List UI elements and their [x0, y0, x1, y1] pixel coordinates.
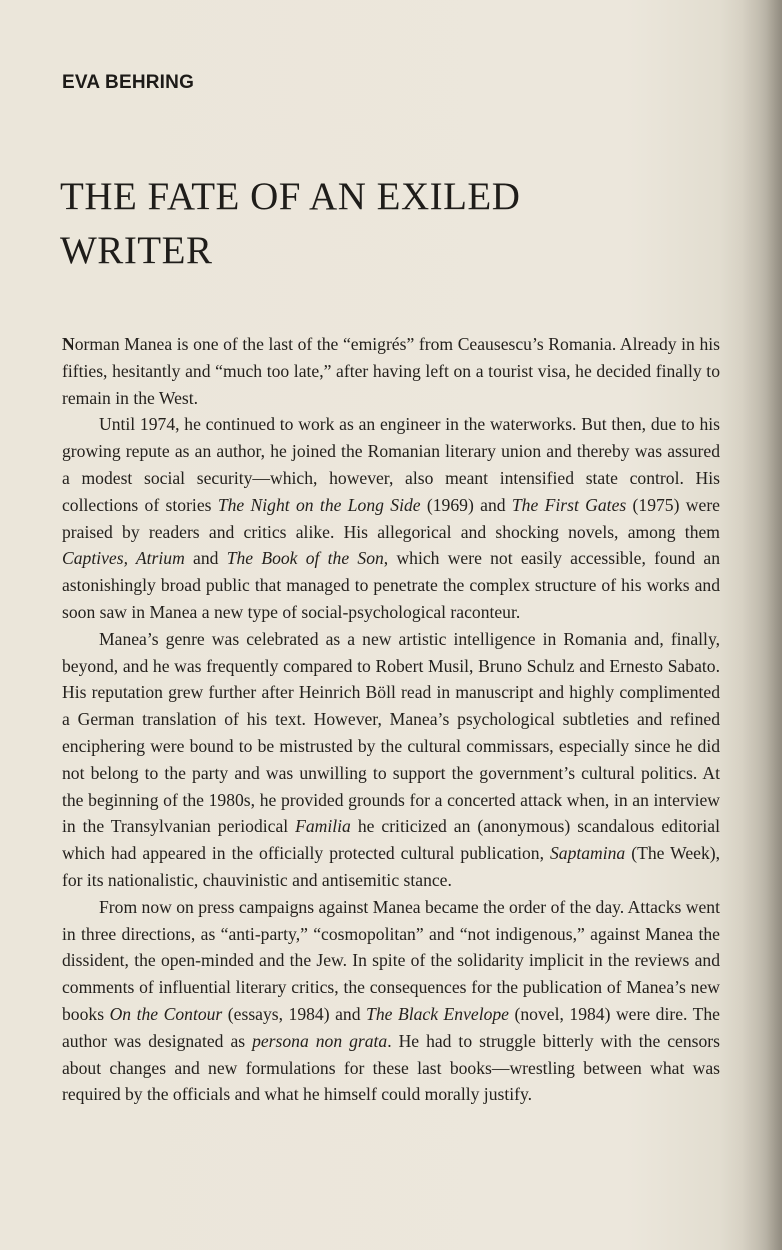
- book-title-italic: The Book of the Son: [226, 548, 384, 569]
- text-run: (1975) were praised by readers and critics alike. His allegorical and shocking novels, among them: [62, 494, 720, 542]
- book-title-italic: Familia: [295, 816, 351, 837]
- text-run: (1969) and: [420, 494, 512, 515]
- text-run: (essays, 1984) and: [222, 1003, 367, 1024]
- text-run: orman Manea is one of the last of the “emigrés” from Ceausescu’s Romania. Already in his fifties, hesitantly and “much too late,” after having left on a tourist visa, he decided finally to remain in the West.: [62, 334, 720, 408]
- paragraph: [62, 626, 720, 894]
- text-run: . He had to struggle bitterly with the censors about changes and new formulations for these last books—wrestling between what was required by the officials and what he himself could morally justify.: [62, 1030, 720, 1105]
- author-heading: EVA BEHRING: [62, 72, 195, 93]
- article-body: [62, 331, 720, 1108]
- text-run: , which were not easily accessible, found an astonishingly broad public that managed to penetrate the complex structure of his works and soon saw in Manea a new type of social-psychological raconteur.: [62, 548, 720, 622]
- book-title-italic: The Black Envelope: [366, 1003, 509, 1024]
- book-title-italic: Captives, Atrium: [62, 548, 185, 569]
- text-run: and: [184, 548, 227, 569]
- text-run: (novel, 1984) were dire. The author was designated as: [62, 1003, 720, 1051]
- book-title-italic: The First Gates: [511, 494, 627, 515]
- initial-letter: N: [62, 334, 75, 354]
- book-title-italic: The Night on the Long Side: [217, 494, 421, 515]
- page-gutter-shadow: [742, 0, 782, 1250]
- text-run: From now on press campaigns against Manea became the order of the day. Attacks went in three directions, as “anti-party,” “cosmopolitan” and “not indigenous,” against Manea the dissident, the open-minded and the Jew. In spite of the solidarity implicit in the reviews and comments of influential literary critics, the consequences for the publication of Manea’s new books: [62, 896, 720, 1024]
- paragraph: [62, 331, 720, 411]
- text-run: Until 1974, he continued to work as an engineer in the waterworks. But then, due to his growing repute as an author, he joined the Romanian literary union and thereby was assured a modest social security—which, however, also meant intensified state control. His collections of stories: [62, 414, 720, 515]
- chapter-title: THE FATE OF AN EXILED WRITER: [60, 175, 521, 272]
- book-title-italic: persona non grata: [252, 1030, 388, 1051]
- text-run: he criticized an (anonymous) scandalous editorial which had appeared in the officially protected cultural publication,: [62, 816, 720, 864]
- book-title-italic: Saptamina: [549, 843, 626, 864]
- text-run: Manea’s genre was celebrated as a new artistic intelligence in Romania and, finally, beyond, and he was frequently compared to Robert Musil, Bruno Schulz and Ernesto Sabato. His reputation grew further after Heinrich Böll read in manuscript and highly complimented a German translation of his text. However, Manea’s psychological subtleties and refined enciphering were bound to be mistrusted by the cultural commissars, especially since he did not belong to the party and was unwilling to support the government’s cultural politics. At the beginning of the 1980s, he provided grounds for a concerted attack when, in an interview in the Transylvanian periodical: [62, 628, 720, 837]
- text-run: (The Week), for its nationalistic, chauvinistic and antisemitic stance.: [62, 843, 720, 890]
- book-title-italic: On the Contour: [109, 1003, 223, 1024]
- paragraph: [62, 411, 720, 625]
- paragraph: [62, 894, 720, 1108]
